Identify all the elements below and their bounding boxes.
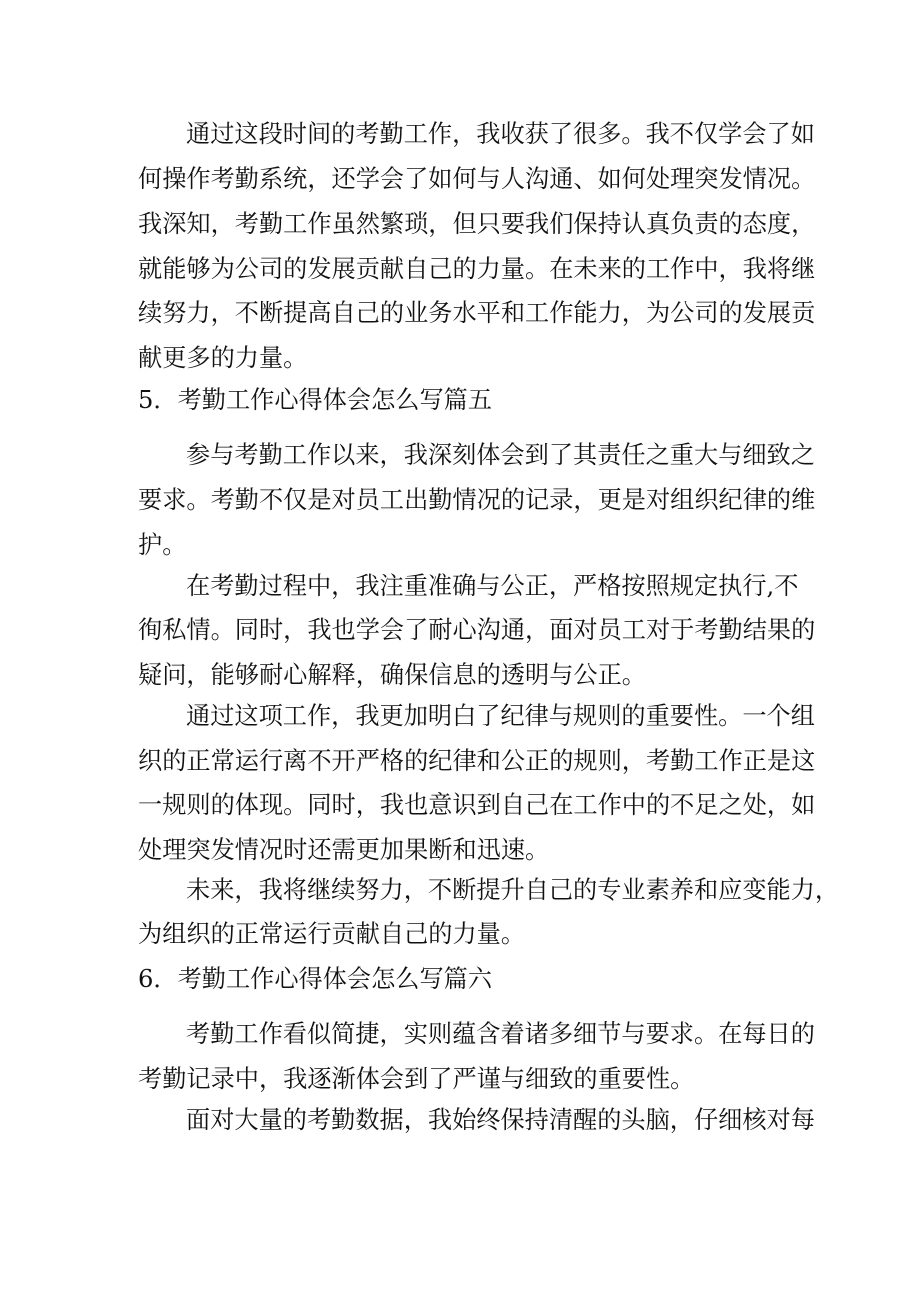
text-line: 献更多的力量。 bbox=[138, 344, 308, 372]
text-line: 通过这段时间的考勤工作，我收获了很多。我不仅学会了如 bbox=[186, 120, 815, 148]
text-line: 考勤工作看似简捷，实则蕴含着诸多细节与要求。在每日的 bbox=[186, 1020, 815, 1048]
text-line: 我深知，考勤工作虽然繁琐，但只要我们保持认真负责的态度， bbox=[138, 210, 816, 238]
text-line: 为组织的正常运行贡献自己的力量。 bbox=[138, 920, 526, 948]
text-line: 疑问，能够耐心解释，确保信息的透明与公正。 bbox=[138, 661, 646, 689]
text-line: 织的正常运行离不开严格的纪律和公正的规则，考勤工作正是这 bbox=[138, 747, 816, 775]
text-line: 面对大量的考勤数据，我始终保持清醒的头脑，仔细核对每 bbox=[186, 1106, 815, 1134]
text-line: 何操作考勤系统，还学会了如何与人沟通、如何处理突发情况。 bbox=[138, 165, 816, 193]
section-heading: 6．考勤工作心得体会怎么写篇六 bbox=[138, 965, 493, 993]
text-line: 未来，我将继续努力，不断提升自己的专业素养和应变能力， bbox=[186, 876, 840, 904]
text-line: 要求。考勤不仅是对员工出勤情况的记录，更是对组织纪律的维 bbox=[138, 486, 816, 514]
text-line: 一规则的体现。同时，我也意识到自己在工作中的不足之处，如 bbox=[138, 791, 816, 819]
text-line: 就能够为公司的发展贡献自己的力量。在未来的工作中，我将继 bbox=[138, 255, 816, 283]
text-line: 参与考勤工作以来，我深刻体会到了其责任之重大与细致之 bbox=[186, 441, 815, 469]
text-line: 在考勤过程中，我注重准确与公正，严格按照规定执行,不 bbox=[186, 572, 799, 600]
text-line: 护。 bbox=[138, 531, 187, 559]
text-line: 徇私情。同时，我也学会了耐心沟通，面对员工对于考勤结果的 bbox=[138, 616, 816, 644]
section-heading: 5．考勤工作心得体会怎么写篇五 bbox=[138, 386, 493, 414]
text-line: 处理突发情况时还需更加果断和迅速。 bbox=[138, 836, 550, 864]
text-line: 通过这项工作，我更加明白了纪律与规则的重要性。一个组 bbox=[186, 702, 815, 730]
text-line: 续努力，不断提高自己的业务水平和工作能力，为公司的发展贡 bbox=[138, 299, 816, 327]
text-line: 考勤记录中，我逐渐体会到了严谨与细致的重要性。 bbox=[138, 1065, 695, 1093]
